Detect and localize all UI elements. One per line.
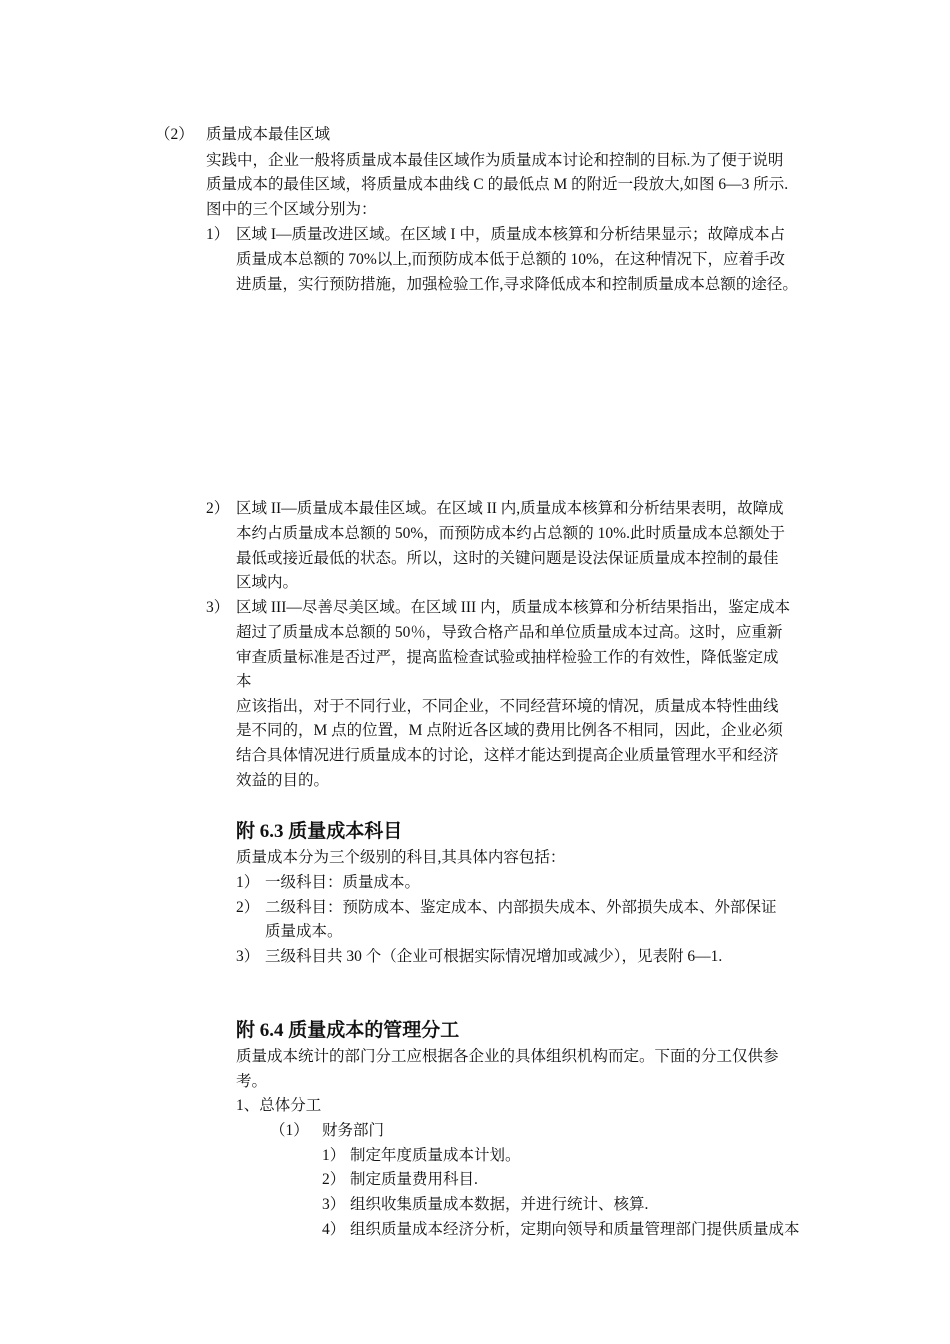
list-item-line: 本: [236, 673, 252, 690]
list-item-line: 区域内。: [236, 574, 299, 591]
list-item-line: 制定质量费用科目.: [350, 1171, 478, 1188]
paragraph-line: 考。: [236, 1073, 268, 1090]
list-item-line: 区域 I—质量改进区域。在区域 I 中，质量成本核算和分析结果显示；故障成本占: [236, 226, 785, 243]
list-item-line: 组织收集质量成本数据，并进行统计、核算.: [350, 1196, 649, 1213]
paragraph-line: 应该指出，对于不同行业，不同企业，不同经营环境的情况，质量成本特性曲线: [236, 698, 779, 715]
list-item-line: 一级科目：质量成本。: [265, 874, 421, 891]
paragraph-line: 实践中，企业一般将质量成本最佳区域作为质量成本讨论和控制的目标.为了便于说明: [206, 152, 784, 169]
subheading: 1、总体分工: [236, 1097, 322, 1114]
list-item-line: 本约占质量成本总额的 50%，而预防成本约占总额的 10%.此时质量成本总额处于: [236, 525, 785, 542]
section-title: 质量成本最佳区域: [206, 126, 331, 143]
section-heading: 附 6.3 质量成本科目: [236, 821, 403, 842]
list-number: 2）: [206, 500, 230, 517]
list-item-line: 三级科目共 30 个（企业可根据实际情况增加或减少），见表附 6—1.: [265, 948, 723, 965]
list-item-line: 质量成本总额的 70%以上,而预防成本低于总额的 10%，在这种情况下，应着手改: [236, 251, 785, 268]
paragraph-line: 图中的三个区域分别为：: [206, 201, 377, 218]
list-item-line: 超过了质量成本总额的 50％，导致合格产品和单位质量成本过高。这时，应重新: [236, 624, 783, 641]
list-item-line: 审查质量标准是否过严，提高监检查试验或抽样检验工作的有效性，降低鉴定成: [236, 649, 779, 666]
list-number: 1）: [236, 874, 260, 891]
section-heading: 附 6.4 质量成本的管理分工: [236, 1020, 460, 1041]
list-number: （1）: [270, 1122, 309, 1139]
list-number: 3）: [206, 599, 230, 616]
list-number: 1）: [322, 1147, 346, 1164]
list-number: 3）: [236, 948, 260, 965]
list-number: 4）: [322, 1221, 346, 1238]
list-item-line: 组织质量成本经济分析，定期向领导和质量管理部门提供质量成本: [350, 1221, 800, 1238]
list-number: 3）: [322, 1196, 346, 1213]
list-item-line: 区域 III—尽善尽美区域。在区域 III 内，质量成本核算和分析结果指出，鉴定成本: [236, 599, 791, 616]
paragraph-line: 质量成本分为三个级别的科目,其具体内容包括：: [236, 849, 566, 866]
paragraph-line: 质量成本的最佳区域，将质量成本曲线 C 的最低点 M 的附近一段放大,如图 6—3 所示.: [206, 176, 789, 193]
paragraph-line: 结合具体情况进行质量成本的讨论，这样才能达到提高企业质量管理水平和经济: [236, 747, 779, 764]
list-number: 2）: [322, 1171, 346, 1188]
list-item-line: 区域 II—质量成本最佳区域。在区域 II 内,质量成本核算和分析结果表明，故障成: [236, 500, 784, 517]
paragraph-line: 效益的目的。: [236, 772, 330, 789]
subheading: 财务部门: [322, 1122, 385, 1139]
list-item-line: 制定年度质量成本计划。: [350, 1147, 521, 1164]
list-item-line: 二级科目：预防成本、鉴定成本、内部损失成本、外部损失成本、外部保证: [265, 899, 777, 916]
paragraph-line: 质量成本统计的部门分工应根据各企业的具体组织机构而定。下面的分工仅供参: [236, 1048, 779, 1065]
list-item-line: 最低或接近最低的状态。所以，这时的关键问题是设法保证质量成本控制的最佳: [236, 550, 779, 567]
list-item-line: 质量成本。: [265, 923, 343, 940]
paragraph-line: 是不同的，M 点的位置，M 点附近各区域的费用比例各不相同，因此，企业必须: [236, 722, 783, 739]
section-number: （2）: [155, 126, 194, 143]
list-item-line: 进质量，实行预防措施，加强检验工作,寻求降低成本和控制质量成本总额的途径。: [236, 276, 798, 293]
list-number: 1）: [206, 226, 230, 243]
list-number: 2）: [236, 899, 260, 916]
